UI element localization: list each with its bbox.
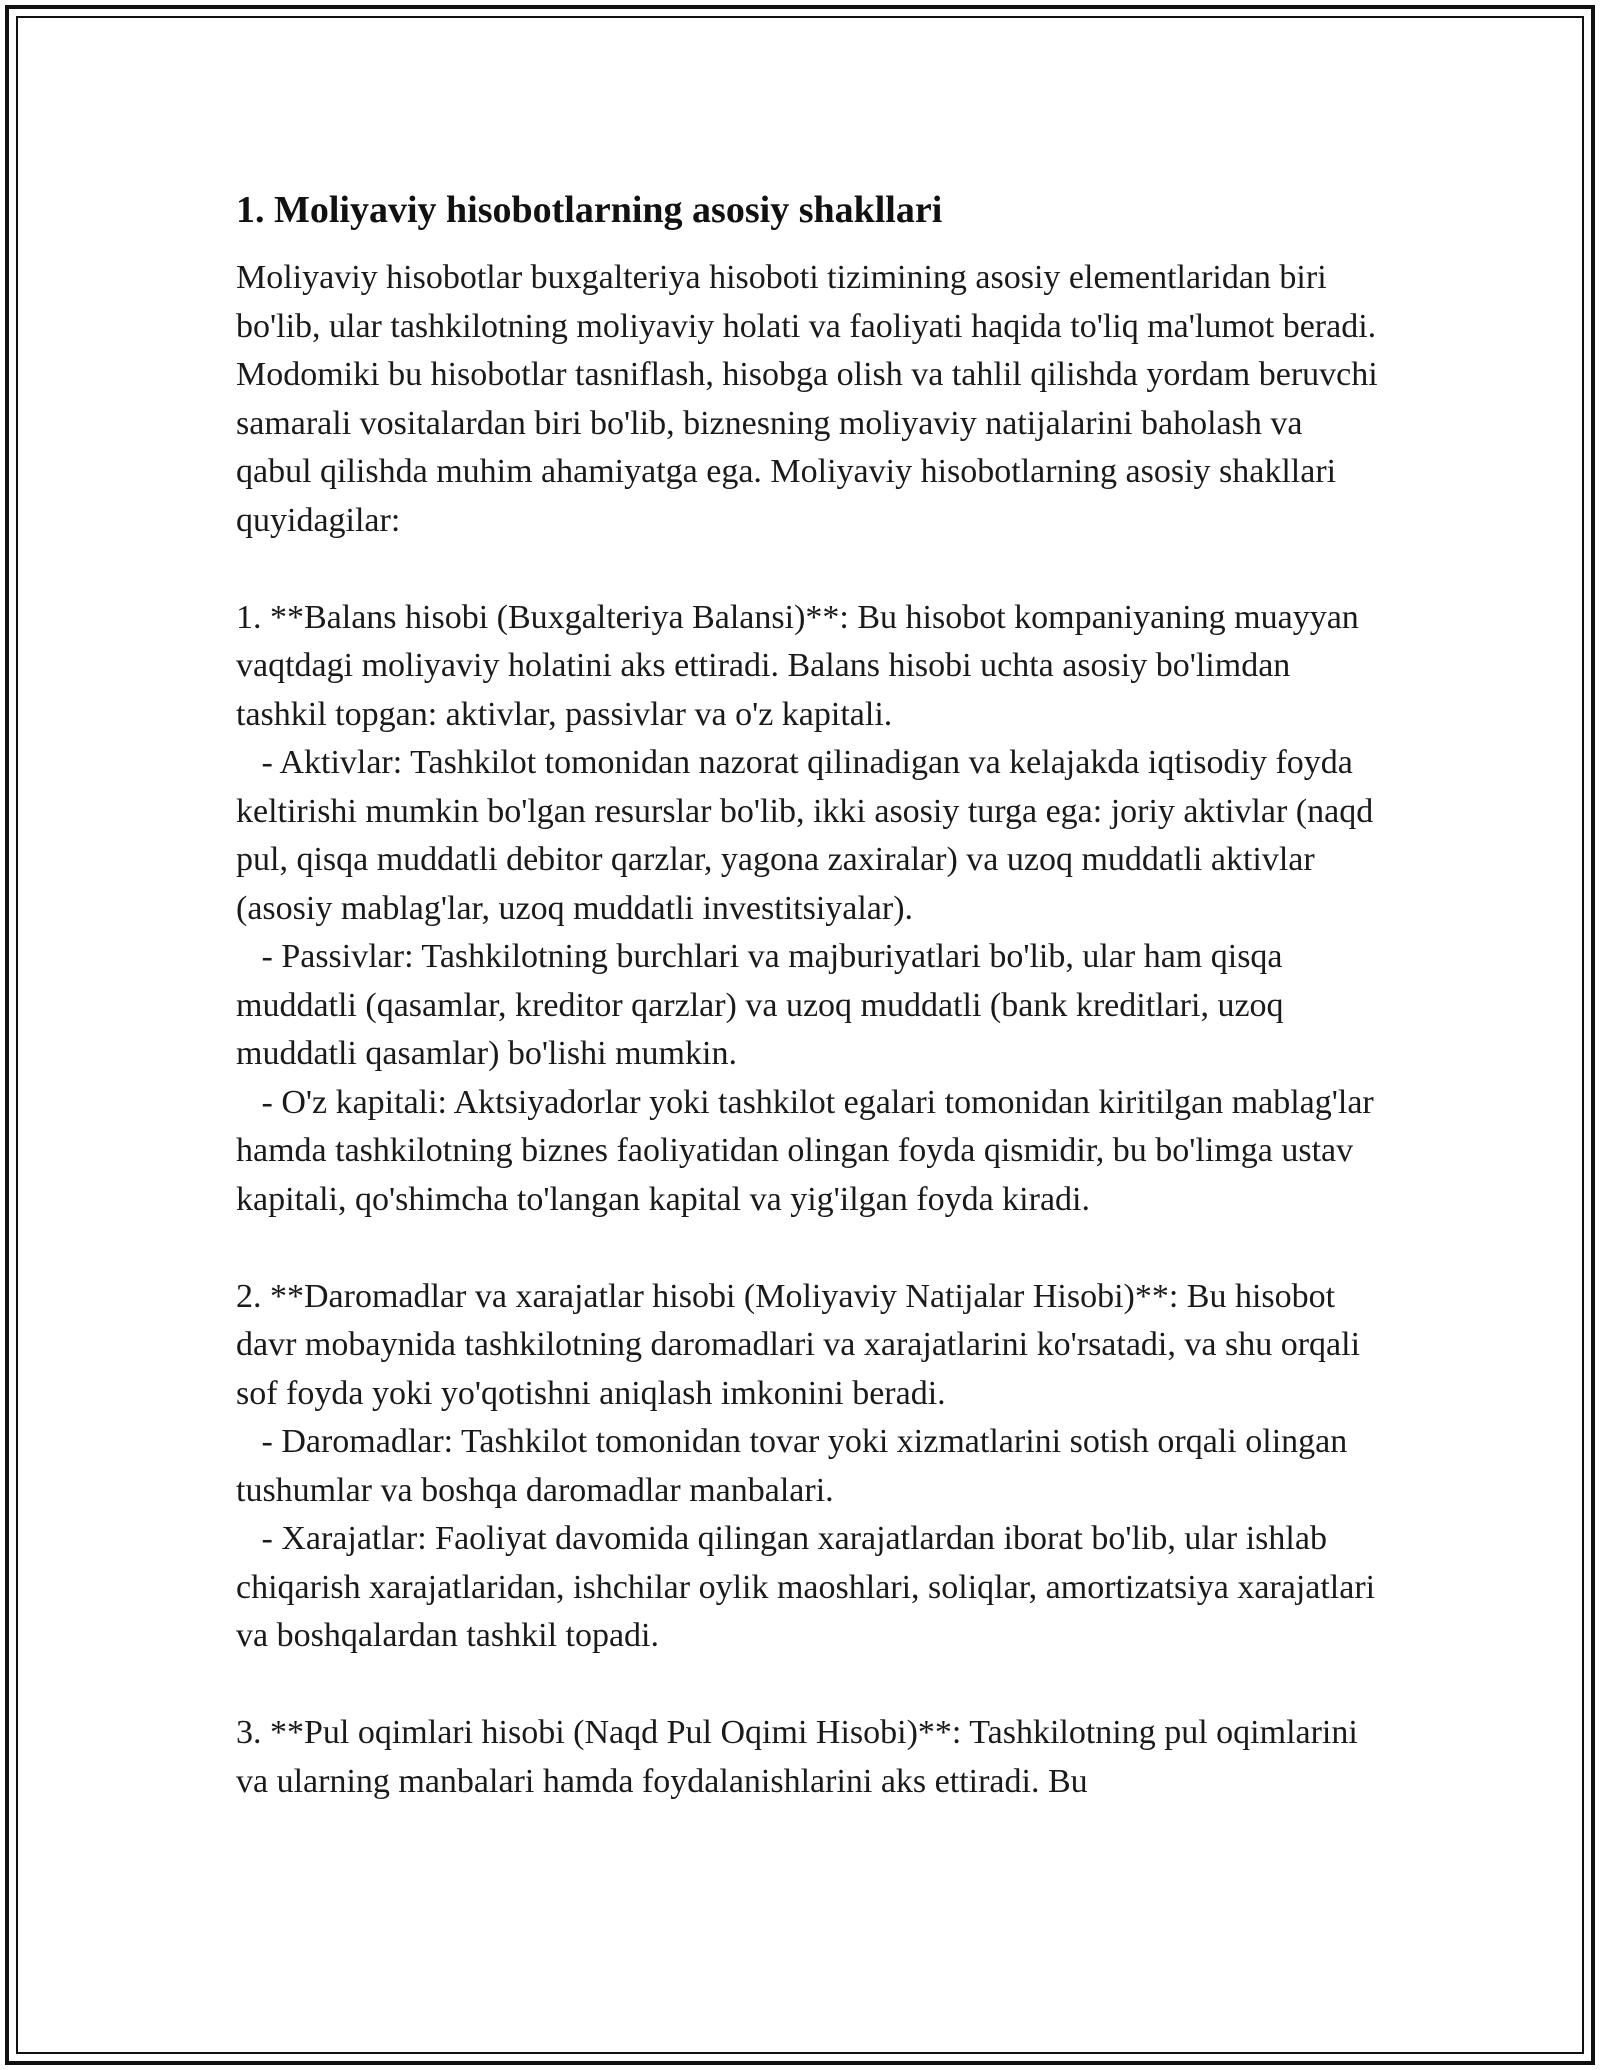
document-body	[236, 186, 1386, 1806]
section-3-intro: 3. **Pul oqimlari hisobi (Naqd Pul Oqimi Hisobi)**: Tashkilotning pul oqimlarini va ularning manbalari hamda foydalanishlarini aks ettiradi. Bu	[236, 1714, 1367, 1800]
section-1-item-oz-kapitali: - O'z kapitali: Aktsiyadorlar yoki tashkilot egalari tomonidan kiritilgan mablag'lar hamda tashkilotning biznes faoliyatidan olingan foyda qismidir, bu bo'limga ustav kapitali, qo'shimcha to'langan kapital va yig'ilgan foyda kiradi.	[236, 1083, 1383, 1218]
section-2-intro: 2. **Daromadlar va xarajatlar hisobi (Moliyaviy Natijalar Hisobi)**: Bu hisobot davr mobaynida tashkilotning daromadlari va xarajatlarini ko'rsatadi, va shu orqali sof foyda yoki yo'qotishni aniqlash imkonini beradi.	[236, 1277, 1369, 1412]
section-2-item-daromadlar: - Daromadlar: Tashkilot tomonidan tovar yoki xizmatlarini sotish orqali olingan tushumlar va boshqa daromadlar manbalari.	[236, 1423, 1356, 1509]
section-2-item-xarajatlar: - Xarajatlar: Faoliyat davomida qilingan xarajatlardan iborat bo'lib, ular ishlab chiqarish xarajatlaridan, ishchilar oylik maoshlari, soliqlar, amortizatsiya xarajatlari va boshqalardan tashkil topadi.	[236, 1520, 1384, 1654]
intro-paragraph: Moliyaviy hisobotlar buxgalteriya hisoboti tizimining asosiy elementlaridan biri bo'lib, ular tashkilotning moliyaviy holati va faoliyati haqida to'liq ma'lumot beradi. Modomiki bu hisobotlar tasniflash, hisobga olish va tahlil qilishda yordam beruvchi samarali vositalardan biri bo'lib, biznesning moliyaviy natijalarini baholash va qabul qilishda muhim ahamiyatga ega. Moliyaviy hisobotlarning asosiy shakllari quyidagilar:	[236, 259, 1387, 539]
section-1-intro: 1. **Balans hisobi (Buxgalteriya Balansi)**: Bu hisobot kompaniyaning muayyan vaqtdagi moliyaviy holatini aks ettiradi. Balans hisobi uchta asosiy bo'limdan tashkil topgan: aktivlar, passivlar va o'z kapitali.	[236, 598, 1368, 733]
section-1-item-passivlar: - Passivlar: Tashkilotning burchlari va majburiyatlari bo'lib, ular ham qisqa muddatli (qasamlar, kreditor qarzlar) va uzoq muddatli (bank kreditlari, uzoq muddatli qasamlar) bo'lishi mumkin.	[236, 938, 1293, 1072]
section-1-item-aktivlar: - Aktivlar: Tashkilot tomonidan nazorat qilinadigan va kelajakda iqtisodiy foyda keltirishi mumkin bo'lgan resurslar bo'lib, ikki asosiy turga ega: joriy aktivlar (naqd pul, qisqa muddatli debitor qarzlar, yagona zaxiralar) va uzoq muddatli aktivlar (asosiy mablag'lar, uzoq muddatli investitsiyalar).	[236, 744, 1382, 927]
document-heading: 1. Moliyaviy hisobotlarning asosiy shakllari	[236, 189, 943, 231]
